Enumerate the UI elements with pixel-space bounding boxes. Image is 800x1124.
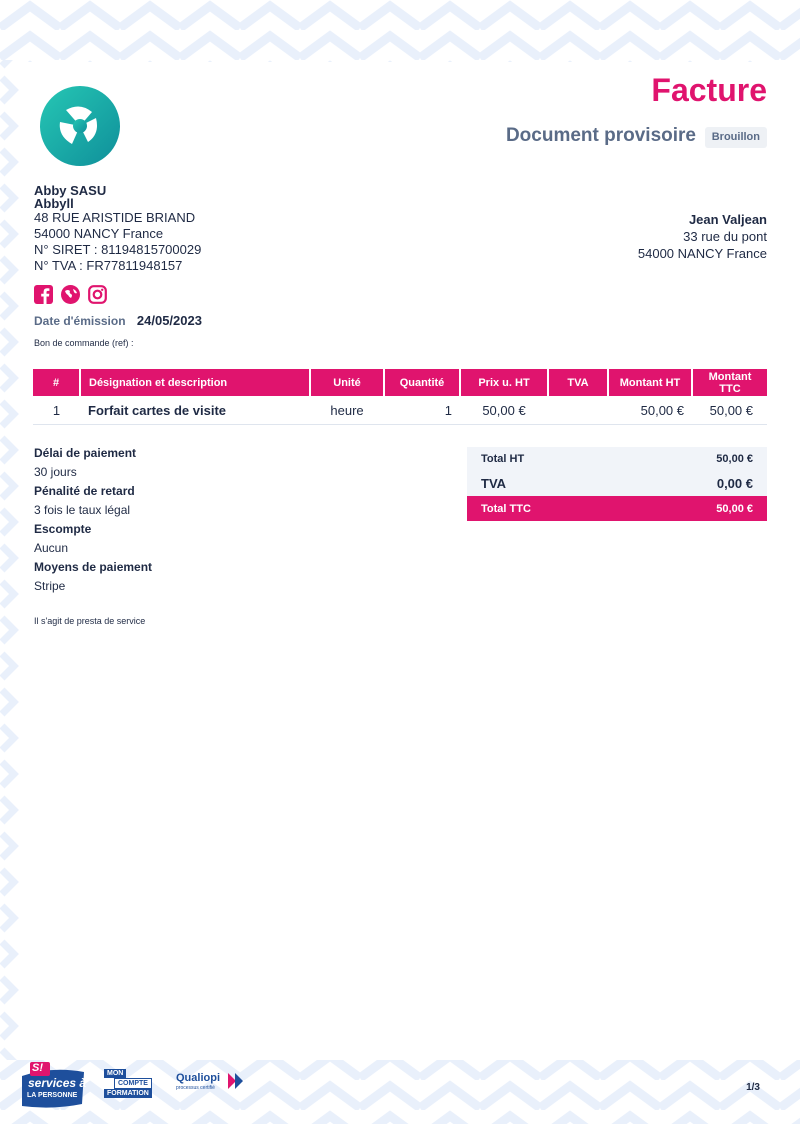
sap-logo-text1: services à bbox=[28, 1076, 87, 1090]
col-unit: Unité bbox=[310, 369, 384, 396]
client-address-line2: 54000 NANCY France bbox=[637, 246, 767, 261]
total-ht-label: Total HT bbox=[467, 447, 631, 471]
client-address-line1: 33 rue du pont bbox=[683, 229, 767, 244]
row-quantity: 1 bbox=[384, 396, 460, 425]
row-amount-ttc: 50,00 € bbox=[692, 396, 767, 425]
qualiopi-logo bbox=[176, 1072, 246, 1096]
document-subtitle: Document provisoire bbox=[505, 125, 696, 146]
row-description: Forfait cartes de visite bbox=[80, 396, 310, 425]
instagram-icon[interactable] bbox=[88, 285, 107, 304]
seller-trade-name: Abbyll bbox=[34, 196, 74, 211]
totals-table bbox=[467, 447, 767, 521]
payment-delay-value: 30 jours bbox=[34, 465, 77, 479]
late-penalty-label: Pénalité de retard bbox=[34, 484, 135, 498]
tva-row bbox=[467, 471, 767, 496]
col-amount-ttc: Montant TTC bbox=[692, 369, 767, 396]
items-header-row bbox=[33, 369, 767, 396]
row-unit-price: 50,00 € bbox=[460, 396, 548, 425]
row-unit: heure bbox=[310, 396, 384, 425]
payment-methods-label: Moyens de paiement bbox=[34, 560, 153, 574]
total-ht-row bbox=[467, 447, 767, 471]
total-ttc-label: Total TTC bbox=[467, 496, 631, 521]
row-vat bbox=[548, 396, 608, 425]
status-badge: Brouillon bbox=[705, 127, 767, 148]
payment-methods-value: Stripe bbox=[34, 579, 66, 593]
mcf-line1: MON bbox=[104, 1069, 126, 1078]
row-number: 1 bbox=[33, 396, 80, 425]
qualiopi-tagline: processus certifié bbox=[176, 1085, 215, 1091]
seller-address-line1: 48 RUE ARISTIDE BRIAND bbox=[34, 210, 196, 225]
discount-label: Escompte bbox=[34, 522, 92, 536]
col-vat: TVA bbox=[548, 369, 608, 396]
company-logo bbox=[36, 82, 124, 170]
discount-value: Aucun bbox=[34, 541, 69, 555]
mcf-line2: COMPTE bbox=[114, 1078, 152, 1089]
col-quantity: Quantité bbox=[384, 369, 460, 396]
issue-date bbox=[34, 313, 202, 328]
seller-siret: N° SIRET : 81194815700029 bbox=[34, 242, 202, 257]
col-description: Désignation et description bbox=[80, 369, 310, 396]
table-row bbox=[33, 396, 767, 425]
services-a-la-personne-logo bbox=[18, 1062, 88, 1110]
globe-icon[interactable] bbox=[61, 285, 80, 304]
issue-date-label: Date d'émission bbox=[34, 314, 126, 328]
issue-date-value: 24/05/2023 bbox=[136, 313, 202, 328]
col-unit-price: Prix u. HT bbox=[460, 369, 548, 396]
seller-block bbox=[34, 184, 201, 274]
col-number: # bbox=[33, 369, 80, 396]
sap-logo-mark: S! bbox=[32, 1062, 43, 1074]
mcf-line3: FORMATION bbox=[104, 1089, 152, 1098]
tva-value: 0,00 € bbox=[631, 471, 767, 496]
total-ttc-value: 50,00 € bbox=[631, 496, 767, 521]
tva-label: TVA bbox=[467, 471, 631, 496]
seller-name: Abby SASU bbox=[34, 183, 107, 198]
document-title: Facture bbox=[651, 72, 767, 108]
client-name: Jean Valjean bbox=[688, 212, 767, 227]
row-amount-ht: 50,00 € bbox=[608, 396, 692, 425]
page-number: 1/3 bbox=[746, 1082, 760, 1093]
purchase-order: Bon de commande (ref) : bbox=[34, 338, 134, 348]
mon-compte-formation-logo bbox=[104, 1069, 160, 1099]
facebook-icon[interactable] bbox=[34, 285, 53, 304]
client-block bbox=[638, 211, 767, 262]
payment-terms bbox=[34, 444, 152, 596]
invoice-note: Il s'agit de presta de service bbox=[34, 616, 146, 626]
social-links bbox=[34, 285, 107, 304]
qualiopi-arrows-icon bbox=[228, 1073, 244, 1089]
qualiopi-name: Qualiopi bbox=[176, 1072, 220, 1084]
items-table bbox=[33, 369, 767, 425]
total-ttc-row bbox=[467, 496, 767, 521]
payment-delay-label: Délai de paiement bbox=[34, 446, 137, 460]
col-amount-ht: Montant HT bbox=[608, 369, 692, 396]
total-ht-value: 50,00 € bbox=[631, 447, 767, 471]
sap-logo-text2: LA PERSONNE bbox=[27, 1092, 78, 1099]
seller-address-line2: 54000 NANCY France bbox=[34, 226, 164, 241]
late-penalty-value: 3 fois le taux légal bbox=[34, 503, 131, 517]
seller-vat: N° TVA : FR77811948157 bbox=[34, 258, 183, 273]
